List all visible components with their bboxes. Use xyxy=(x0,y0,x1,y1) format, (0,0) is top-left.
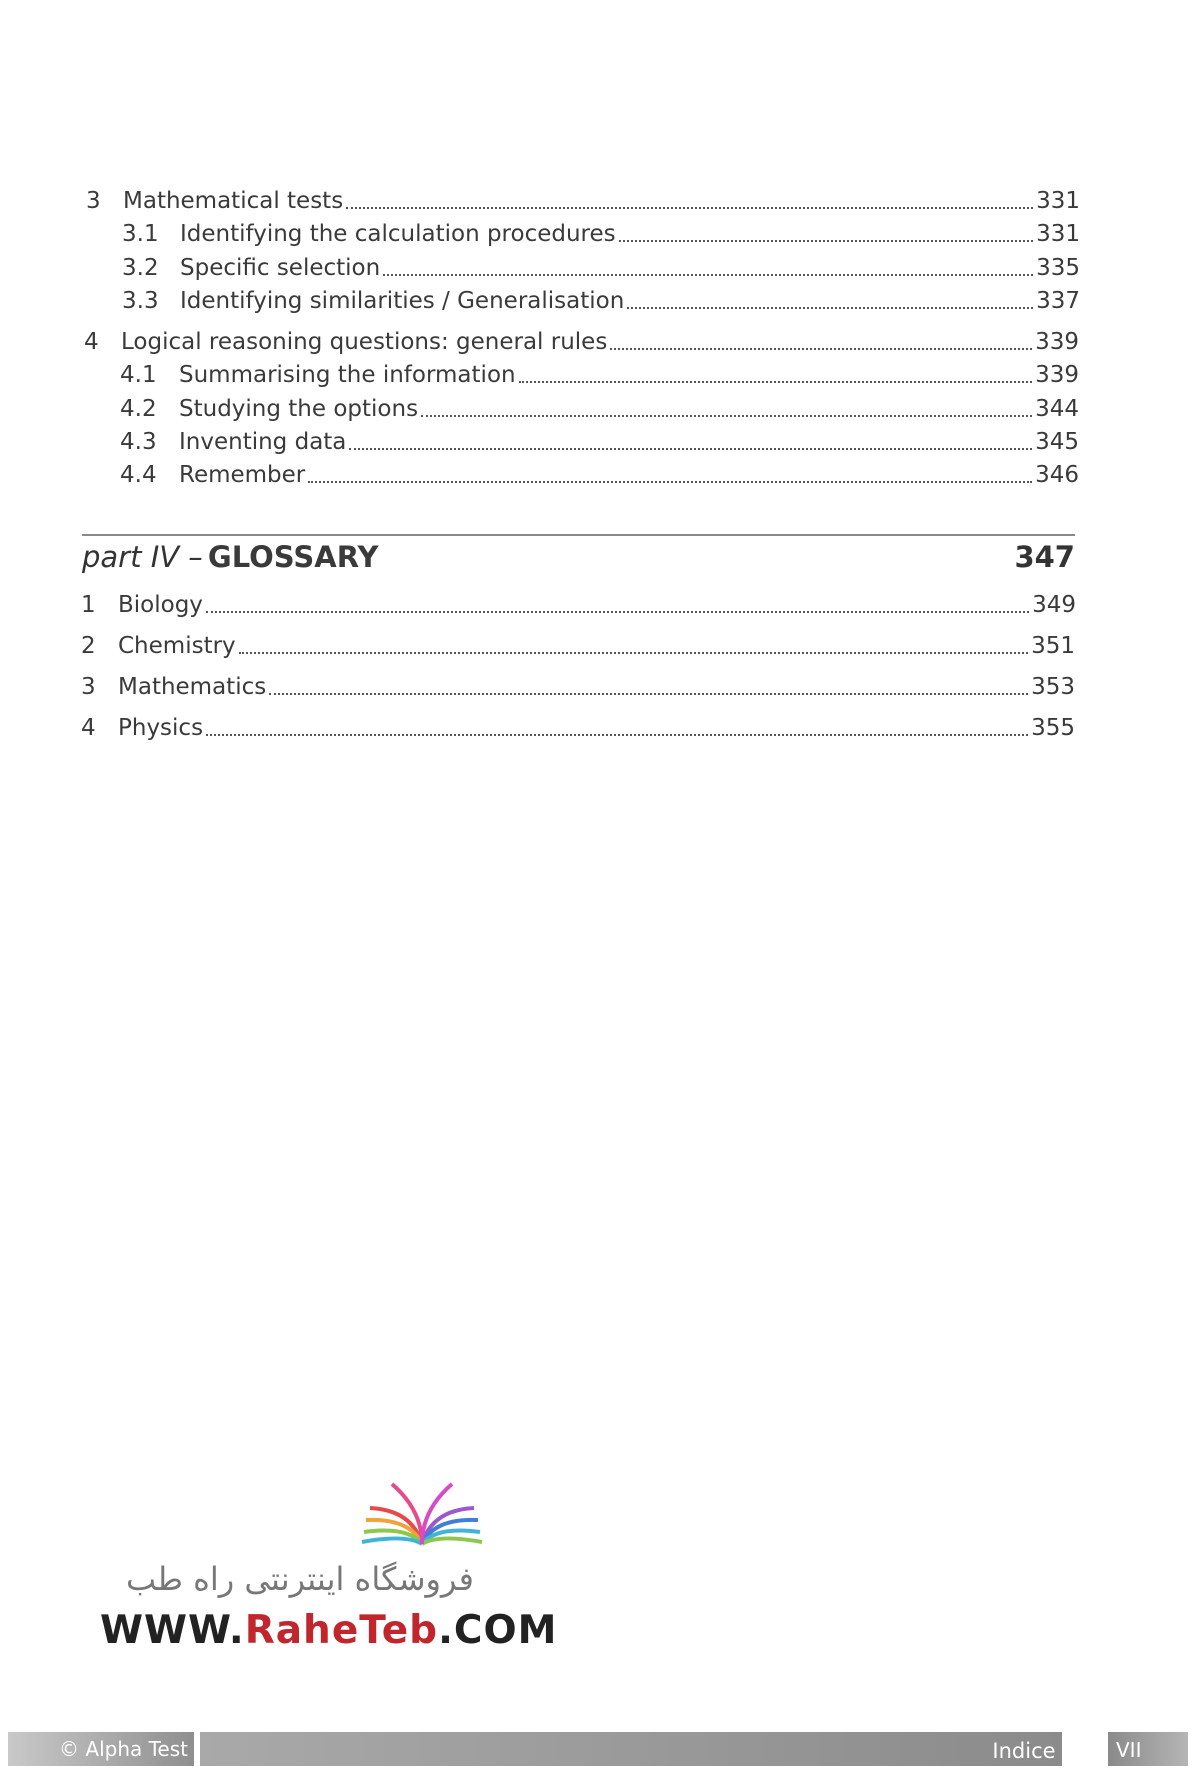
toc-entry-page: 339 xyxy=(1035,329,1079,355)
toc-entry-title: Studying the options xyxy=(179,396,419,422)
toc-entry-number: 2 xyxy=(81,633,96,659)
watermark-logo[interactable] xyxy=(100,1480,558,1653)
part-heading[interactable] xyxy=(82,540,1075,574)
toc-entry-title: Identifying similarities / Generalisation xyxy=(180,288,625,314)
toc-entry-number: 3.2 xyxy=(122,255,159,281)
toc-entry[interactable] xyxy=(122,253,1080,283)
toc-entry-number: 4 xyxy=(84,329,99,355)
toc-entry-number: 3 xyxy=(86,188,101,214)
toc-entry-title: Inventing data xyxy=(179,429,347,455)
open-book-icon xyxy=(352,1480,492,1546)
toc-entry-title: Mathematical tests xyxy=(123,188,344,214)
part-heading-label-group xyxy=(82,540,378,574)
toc-entry-page: 353 xyxy=(1031,674,1075,700)
watermark-url[interactable] xyxy=(100,1608,558,1653)
toc-entry-page: 345 xyxy=(1035,429,1079,455)
toc-entry-number: 4.4 xyxy=(120,462,157,488)
toc-leader-dots xyxy=(308,479,1032,483)
toc-entry-page: 331 xyxy=(1036,221,1080,247)
toc-entry-page: 349 xyxy=(1032,592,1076,618)
footer-bar xyxy=(200,1732,1062,1766)
toc-leader-dots xyxy=(610,346,1032,350)
toc-entry-page: 339 xyxy=(1035,362,1079,388)
toc-leader-dots xyxy=(206,732,1028,736)
url-prefix: WWW. xyxy=(100,1608,245,1653)
toc-leader-dots xyxy=(349,446,1032,450)
toc-entry-number: 3.1 xyxy=(122,221,159,247)
toc-entry[interactable] xyxy=(84,327,1079,357)
toc-leader-dots xyxy=(383,272,1033,276)
toc-entry-number: 1 xyxy=(81,592,96,618)
toc-leader-dots xyxy=(346,205,1033,209)
toc-entry[interactable] xyxy=(122,219,1080,249)
toc-entry-page: 335 xyxy=(1036,255,1080,281)
toc-entry-title: Logical reasoning questions: general rules xyxy=(121,329,608,355)
toc-leader-dots xyxy=(519,379,1033,383)
toc-entry[interactable] xyxy=(120,394,1079,424)
toc-entry-number: 4.2 xyxy=(120,396,157,422)
part-label: part IV – xyxy=(82,540,203,574)
toc-entry-title: Mathematics xyxy=(118,674,267,700)
toc-leader-dots xyxy=(206,609,1029,613)
toc-entry-title: Summarising the information xyxy=(179,362,516,388)
toc-leader-dots xyxy=(269,691,1028,695)
url-brand: RaheTeb xyxy=(244,1608,439,1653)
page-footer xyxy=(0,1732,1195,1772)
toc-entry-page: 346 xyxy=(1035,462,1079,488)
toc-entry[interactable] xyxy=(120,427,1079,457)
part-title: GLOSSARY xyxy=(207,540,379,574)
toc-entry-page: 337 xyxy=(1036,288,1080,314)
footer-page-number: VII xyxy=(1108,1732,1188,1766)
toc-entry[interactable] xyxy=(81,631,1075,661)
toc-entry-title: Identifying the calculation procedures xyxy=(180,221,616,247)
part-page-number: 347 xyxy=(1014,540,1075,574)
toc-entry[interactable] xyxy=(86,186,1080,216)
toc-entry-page: 351 xyxy=(1031,633,1075,659)
toc-entry-number: 4 xyxy=(81,715,96,741)
toc-leader-dots xyxy=(627,305,1033,309)
watermark-farsi-text: فروشگاه اینترنتی راه طب xyxy=(126,1560,474,1598)
section-divider xyxy=(82,534,1075,536)
toc-entry-title: Chemistry xyxy=(118,633,236,659)
footer-copyright: © Alpha Test xyxy=(8,1732,194,1766)
toc-entry-number: 3.3 xyxy=(122,288,159,314)
toc-entry[interactable] xyxy=(122,286,1080,316)
toc-entry-title: Remember xyxy=(179,462,306,488)
toc-entry-number: 3 xyxy=(81,674,96,700)
toc-leader-dots xyxy=(619,238,1033,242)
toc-entry-page: 344 xyxy=(1035,396,1079,422)
toc-entry[interactable] xyxy=(81,672,1075,702)
toc-entry-title: Physics xyxy=(118,715,204,741)
toc-entry-number: 4.1 xyxy=(120,362,157,388)
toc-entry[interactable] xyxy=(120,460,1079,490)
toc-entry-page: 331 xyxy=(1036,188,1080,214)
toc-entry[interactable] xyxy=(81,713,1075,743)
toc-entry-page: 355 xyxy=(1031,715,1075,741)
footer-section-label: Indice xyxy=(992,1739,1056,1763)
toc-leader-dots xyxy=(239,650,1028,654)
toc-leader-dots xyxy=(421,413,1032,417)
toc-entry[interactable] xyxy=(120,360,1079,390)
toc-entry-number: 4.3 xyxy=(120,429,157,455)
toc-entry-title: Biology xyxy=(118,592,203,618)
url-suffix: .COM xyxy=(438,1608,558,1653)
toc-entry-title: Specific selection xyxy=(180,255,381,281)
toc-entry[interactable] xyxy=(81,590,1076,620)
